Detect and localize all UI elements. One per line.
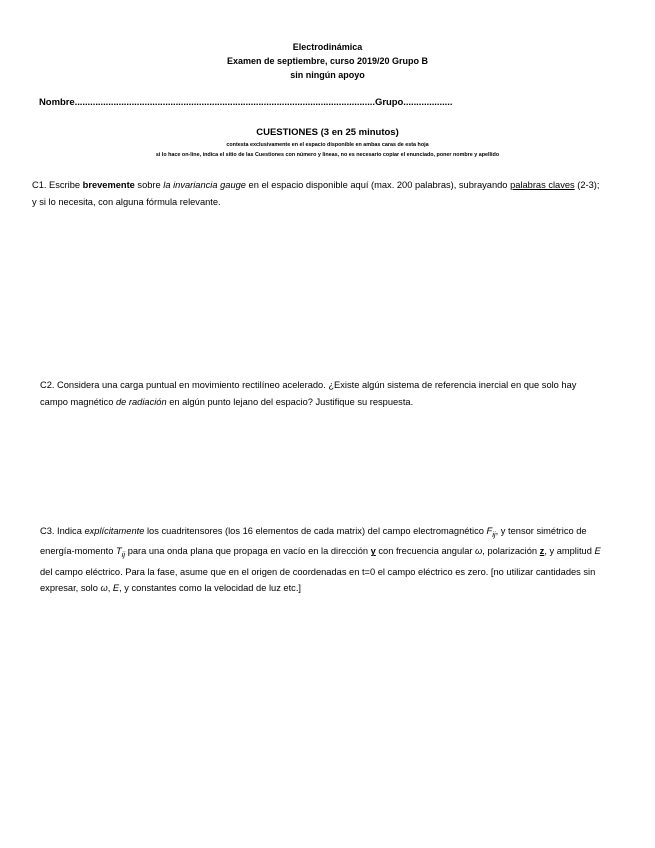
questions-section-header: [0, 126, 655, 160]
section-title: CUESTIONES (3 en 25 minutos): [256, 127, 399, 138]
c3-text: los cuadritensores (los 16 elementos de cada matrix) del campo electromagnético: [144, 526, 487, 536]
c3-italic: T: [115, 546, 122, 557]
c1-text: en el espacio disponible aquí (max. 200 palabras), subrayando: [245, 180, 511, 190]
c3-text: ,: [107, 583, 113, 594]
c3-italic: E: [594, 546, 601, 557]
c3-italic: E: [112, 583, 120, 594]
question-c3: [40, 523, 612, 597]
c1-italic: la invariancia gauge: [163, 180, 246, 190]
c3-text: , y tensor simétrico de energía-momento: [40, 526, 587, 557]
c2-text: C2. Considera una carga puntual en movimiento rectilíneo acelerado. ¿Existe algún sistema de referencia inercial en que solo hay campo magnético: [40, 380, 577, 407]
c3-italic: ω: [475, 546, 483, 557]
c1-text: (2-3); y si lo necesita, con alguna fórmula relevante.: [32, 180, 600, 207]
c3-text: , polarización: [482, 546, 540, 557]
c3-text: con frecuencia angular: [375, 546, 476, 557]
c3-subscript: ij: [492, 529, 496, 539]
name-field: ....................................................................................................................: [74, 97, 375, 108]
c3-italic: ω: [100, 583, 108, 594]
c3-text: C3. Indica: [40, 526, 85, 536]
group-field: ...................: [403, 97, 453, 108]
course-title: Electrodinámica: [292, 42, 363, 52]
c3-text: , y amplitud: [544, 546, 595, 557]
c2-text: en algún punto lejano del espacio? Justifique su respuesta.: [166, 396, 414, 407]
instruction-note-1: contesta exclusivamente en el espacio disponible en ambas caras de esta hoja: [226, 142, 429, 148]
c3-text: del campo eléctrico. Para la fase, asume que en el origen de coordenadas en t=0 el campo eléctrico es zero. [no utilizar cantidades sin expresar, solo: [40, 566, 596, 594]
name-label: Nombre: [39, 97, 75, 108]
c3-underline: y: [370, 546, 376, 557]
question-c2: [40, 377, 595, 410]
support-note: sin ningún apoyo: [290, 70, 365, 80]
exam-subtitle: Examen de septiembre, curso 2019/20 Grupo B: [226, 56, 429, 66]
c3-text: , y constantes como la velocidad de luz etc.]: [119, 583, 301, 594]
name-group-line: [39, 97, 452, 108]
instruction-note-2: si lo hace on-line, indica el sitio de las Cuestiones con número y lineas, no es necesario copiar el enunciado, poner nombre y apellido: [155, 152, 500, 158]
c1-bold: brevemente: [82, 180, 135, 190]
c3-subscript: ij: [121, 550, 126, 560]
group-label: Grupo: [374, 97, 404, 108]
c1-underline: palabras claves: [510, 180, 575, 190]
exam-header: [0, 40, 655, 82]
c3-underline: z: [539, 546, 545, 557]
c3-italic: explícitamente: [84, 526, 145, 536]
c2-italic: de radiación: [115, 396, 167, 407]
question-c1: [32, 177, 602, 210]
c1-text: C1. Escribe: [32, 180, 83, 190]
c1-text: sobre: [134, 180, 164, 190]
c3-text: para una onda plana que propaga en vacío en la dirección: [125, 546, 371, 557]
c3-italic: F: [486, 526, 493, 536]
